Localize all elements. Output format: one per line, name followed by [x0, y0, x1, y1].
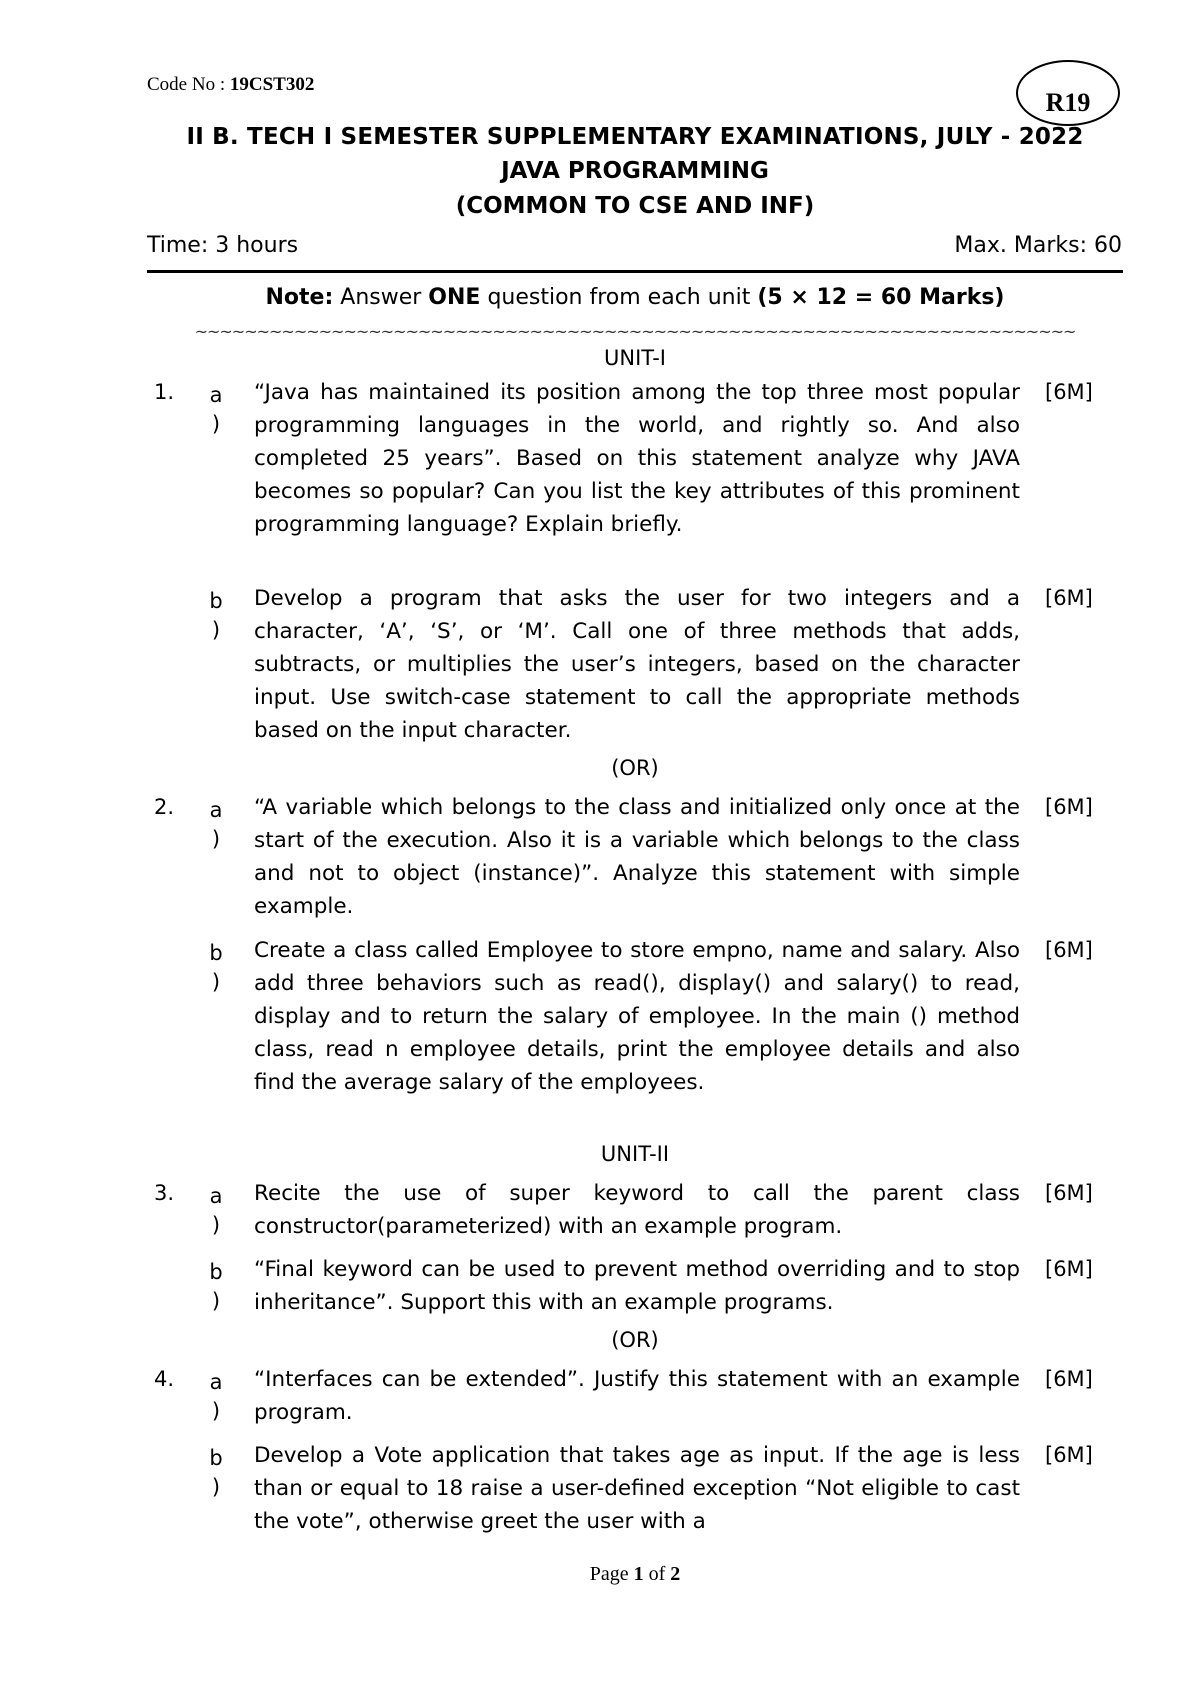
time-allowed: Time: 3 hours — [147, 233, 299, 258]
question-text: Develop a program that asks the user for two integers and a character, ‘A’, ‘S’, or ‘M’. Call one of three methods that adds, subtracts, or multiplies the user’s integers, based on the character input. Use switch-case statement to call the appropriate methods based on the input character. — [254, 586, 1020, 743]
regulation-badge: R19 — [1045, 88, 1091, 117]
question-letter: b ) — [209, 589, 223, 642]
note-text-2: question from each unit — [480, 285, 758, 310]
question-text: “Interfaces can be extended”. Justify this statement with an example program. — [254, 1367, 1020, 1425]
code-number — [147, 74, 314, 96]
exam-title: II B. TECH I SEMESTER SUPPLEMENTARY EXAMINATIONS, JULY - 2022 — [186, 124, 1084, 150]
question-marks: [6M] — [1045, 938, 1093, 962]
page-footer — [147, 1563, 1123, 1586]
question-number: 3. — [154, 1181, 175, 1205]
page-label: Page — [589, 1563, 634, 1585]
unit-heading: UNIT-II — [600, 1142, 670, 1166]
question-text: “Final keyword can be used to prevent method overriding and to stop inheritance”. Support this with an example programs. — [254, 1257, 1020, 1315]
instructions-note — [147, 285, 1123, 310]
code-label: Code No : — [147, 74, 230, 95]
page-of-label: of — [643, 1563, 671, 1585]
question-letter: b ) — [209, 1260, 223, 1313]
branch-title: (COMMON TO CSE AND INF) — [455, 193, 815, 219]
note-bold-word: ONE — [428, 285, 481, 310]
question-marks: [6M] — [1045, 380, 1093, 404]
question-text: Develop a Vote application that takes age as input. If the age is less than or equal to 18 raise a user-defined exception “Not eligible to cast the vote”, otherwise greet the user with a — [254, 1443, 1020, 1534]
question-letter: a ) — [209, 1370, 223, 1423]
question-text: “A variable which belongs to the class and initialized only once at the start of the execution. Also it is a variable which belongs to the class and not to object (instance)”. Analyze this statement with simple example. — [254, 795, 1020, 919]
note-marks: (5 × 12 = 60 Marks) — [757, 285, 1005, 310]
question-number: 1. — [154, 380, 175, 404]
page-total: 2 — [670, 1563, 681, 1585]
question-letter: a ) — [209, 1184, 223, 1237]
question-text: “Java has maintained its position among the top three most popular programming languages in the world, and rightly so. And also completed 25 years”. Based on this statement analyze why JAVA becomes so popular? Can you list the key attributes of this prominent programming language? Explain briefly. — [254, 380, 1020, 537]
question-number: 2. — [154, 795, 175, 819]
question-marks: [6M] — [1045, 1257, 1093, 1281]
question-marks: [6M] — [1045, 1181, 1093, 1205]
question-letter: b ) — [209, 941, 223, 994]
question-text: Recite the use of super keyword to call the parent class constructor(parameterized) with an example program. — [254, 1181, 1020, 1239]
question-letter: a ) — [209, 798, 223, 851]
question-marks: [6M] — [1045, 1367, 1093, 1391]
subject-title: JAVA PROGRAMMING — [501, 158, 769, 184]
or-divider: (OR) — [611, 756, 659, 780]
question-letter: a ) — [209, 383, 223, 436]
question-text: Create a class called Employee to store empno, name and salary. Also add three behaviors such as read(), display() and salary() to read, display and to return the salary of employee. In the main () method class, read n employee details, print the employee details and also find the average salary of the employees. — [254, 938, 1020, 1095]
note-label: Note: — [265, 285, 334, 310]
unit-heading: UNIT-I — [604, 346, 666, 370]
question-number: 4. — [154, 1367, 175, 1391]
question-marks: [6M] — [1045, 795, 1093, 819]
page-number: 1 — [633, 1563, 644, 1585]
header-divider — [147, 270, 1123, 273]
question-letter: b ) — [209, 1446, 223, 1499]
question-marks: [6M] — [1045, 586, 1093, 610]
question-marks: [6M] — [1045, 1443, 1093, 1467]
separator-line: ~~~~~~~~~~~~~~~~~~~~~~~~~~~~~~~~~~~~~~~~~~~~~~~~~~~~~~~~~~~~~~~~~~~~~~~ — [194, 322, 1076, 341]
code-value: 19CST302 — [229, 74, 315, 95]
or-divider: (OR) — [611, 1328, 659, 1352]
note-text-1: Answer — [333, 285, 429, 310]
max-marks: Max. Marks: 60 — [954, 233, 1122, 258]
